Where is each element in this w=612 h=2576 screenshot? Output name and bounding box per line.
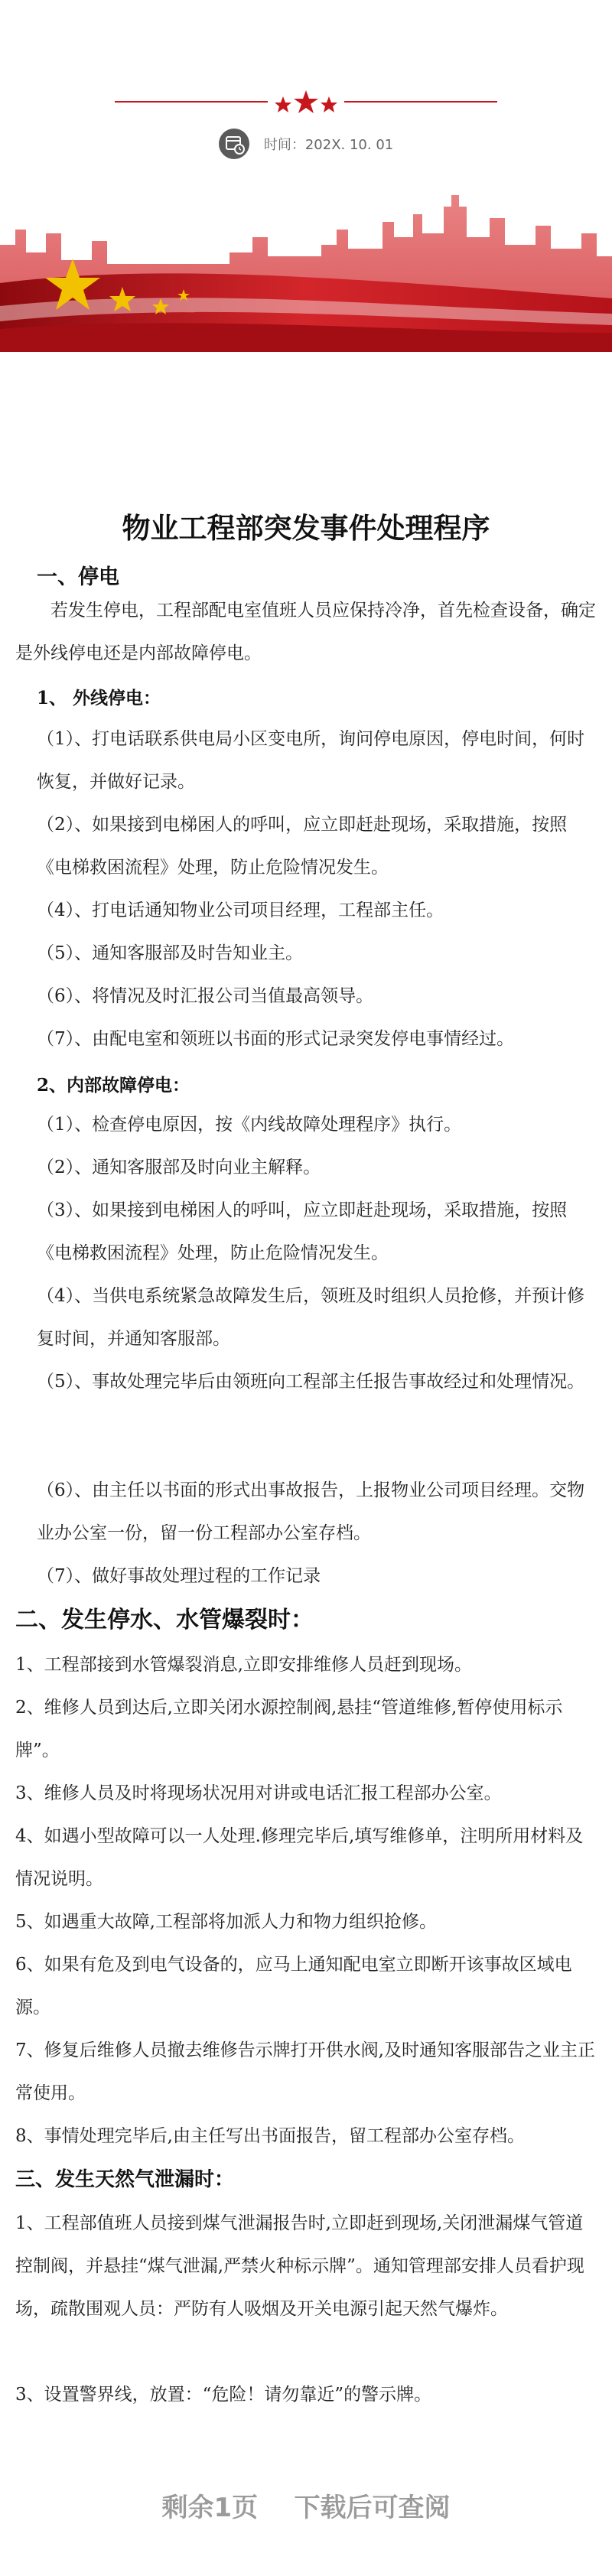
section-title-power-outage: 一、停电: [37, 565, 119, 589]
star-divider: [0, 86, 612, 116]
list-item: （6）、由主任以书面的形式出事故报告，上报物业公司项目经理。交物业办公室一份，留一份工程部办公室存档。: [37, 1480, 585, 1543]
star-icon: [275, 96, 291, 112]
subsection-title: 1、 外线停电：: [37, 688, 161, 708]
calendar-clock-icon: [219, 129, 249, 159]
list-item: 8、事情处理完毕后,由主任写出书面报告，留工程部办公室存档。: [15, 2126, 525, 2146]
section-title-gas-leak: 三、发生天然气泄漏时：: [15, 2168, 235, 2191]
list-item: （7）、做好事故处理过程的工作记录: [37, 1566, 321, 1586]
list-item: 1、工程部值班人员接到煤气泄漏报告时,立即赶到现场,关闭泄漏煤气管道控制阀，并悬挂“煤气泄漏,严禁火种标示牌”。通知管理部安排人员看护现场，疏散围观人员：严防有人吸烟及开关电源引起天然气爆炸。: [15, 2213, 584, 2319]
subsection-title: 2、内部故障停电：: [37, 1075, 190, 1096]
list-item: 4、如遇小型故障可以一人处理.修理完毕后,填写维修单，注明所用材料及情况说明。: [15, 1826, 584, 1889]
list-item: （7）、由配电室和领班以书面的形式记录突发停电事情经过。: [37, 1029, 515, 1049]
list-item: 1、工程部接到水管爆裂消息,立即安排维修人员赶到现场。: [15, 1655, 472, 1675]
list-item: （4）、打电话通知物业公司项目经理，工程部主任。: [37, 900, 444, 920]
star-icon: [294, 90, 318, 113]
list-item: （1）、打电话联系供电局小区变电所，询问停电原因，停电时间，何时恢复，并做好记录。: [37, 729, 585, 792]
list-item: 5、如遇重大故障,工程部将加派人力和物力组织抢修。: [15, 1912, 437, 1932]
list-item: （5）、事故处理完毕后由领班向工程部主任报告事故经过和处理情况。: [37, 1372, 585, 1392]
list-item: （3）、如果接到电梯困人的呼叫，应立即赶赴现场，采取措施，按照《电梯救困流程》处理，防止危险情况发生。: [37, 1200, 568, 1263]
section-title-water: 二、发生停水、水管爆裂时：: [15, 1607, 314, 1633]
list-item: （1）、检查停电原因，按《内线故障处理程序》执行。: [37, 1115, 462, 1135]
list-item: 6、如果有危及到电气设备的，应马上通知配电室立即断开该事故区域电源。: [15, 1955, 572, 2017]
document-title: 物业工程部突发事件处理程序: [122, 511, 490, 545]
red-skyline-banner: [0, 191, 612, 352]
date-label: 时间：202X. 10. 01: [263, 137, 394, 153]
time-row: [0, 129, 612, 159]
list-item: （2）、如果接到电梯困人的呼叫，应立即赶赴现场，采取措施，按照《电梯救困流程》处理，防止危险情况发生。: [37, 815, 568, 878]
remaining-pages-notice[interactable]: 剩余1页 下载后可查阅: [161, 2493, 451, 2523]
list-item: （6）、将情况及时汇报公司当值最高领导。: [37, 986, 374, 1006]
star-icon: [321, 96, 337, 112]
section-intro: 若发生停电，工程部配电室值班人员应保持冷净，首先检查设备，确定是外线停电还是内部故障停电。: [15, 601, 596, 663]
list-item: 3、维修人员及时将现场状况用对讲或电话汇报工程部办公室。: [15, 1783, 502, 1803]
header: [0, 0, 612, 360]
list-item: 2、维修人员到达后,立即关闭水源控制阀,悬挂“管道维修,暂停使用标示牌”。: [15, 1698, 563, 1760]
list-item: 7、修复后维修人员撤去维修告示牌打开供水阀,及时通知客服部告之业主正常使用。: [15, 2040, 595, 2103]
list-item: （5）、通知客服部及时告知业主。: [37, 943, 304, 963]
list-item: （4）、当供电系统紧急故障发生后，领班及时组织人员抢修，并预计修复时间，并通知客服部。: [37, 1286, 585, 1349]
list-item: 3、设置警界线，放置：“危险！请勿靠近”的警示牌。: [15, 2385, 432, 2405]
list-item: （2）、通知客服部及时向业主解释。: [37, 1158, 321, 1177]
